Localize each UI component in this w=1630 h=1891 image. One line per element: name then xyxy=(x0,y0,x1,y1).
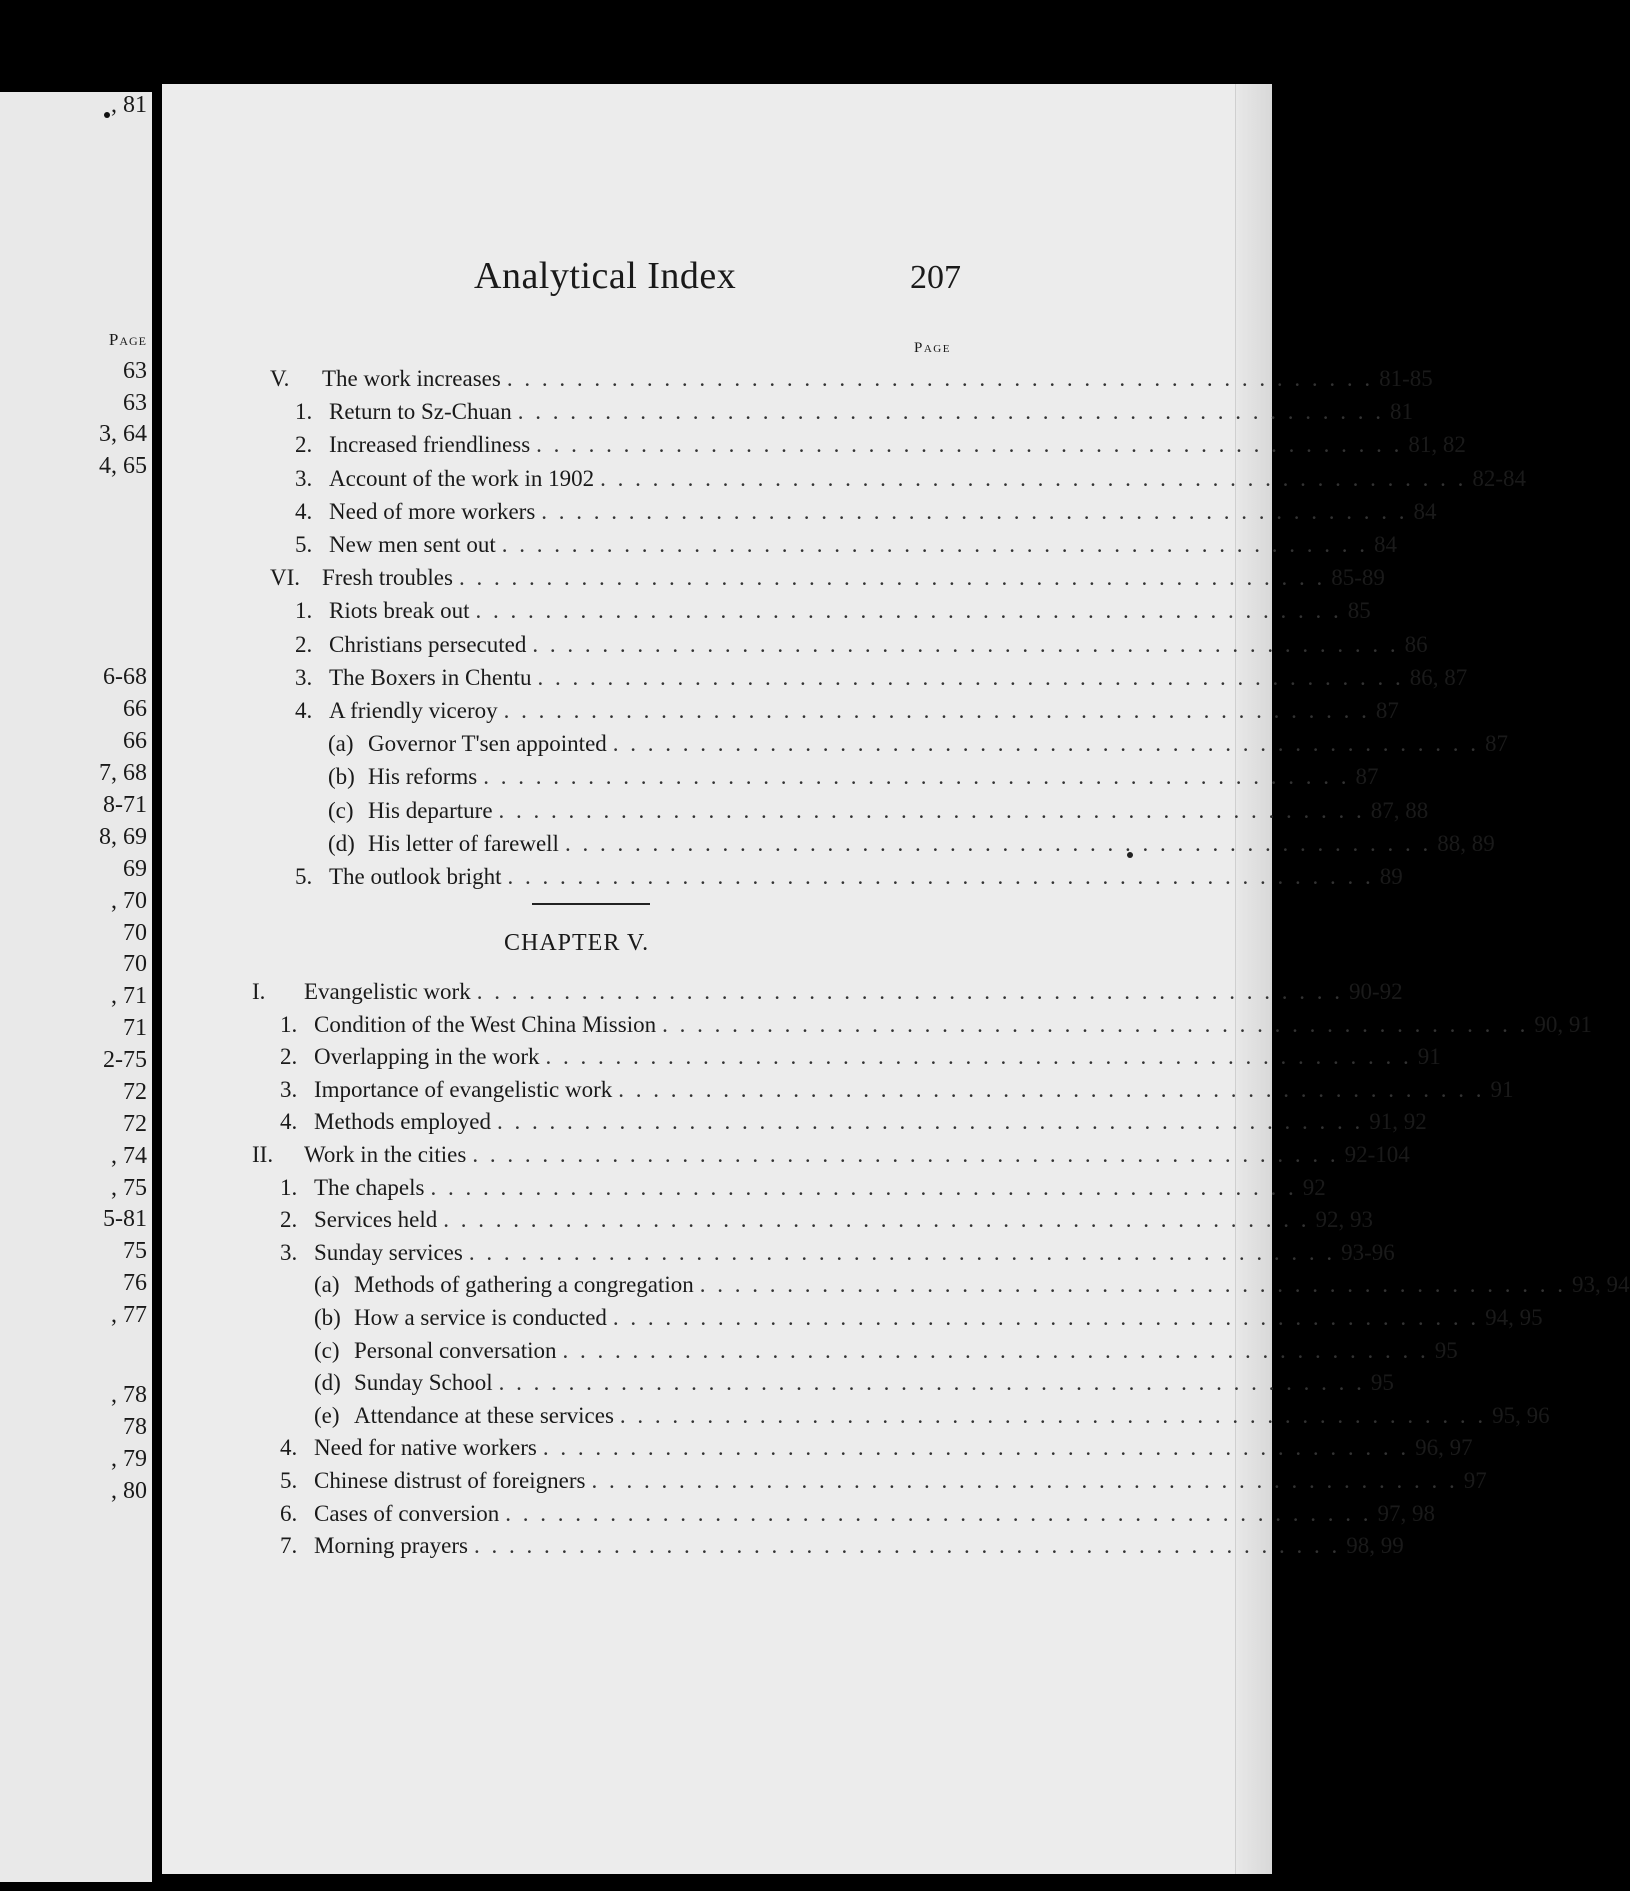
entry-text: Increased friendliness xyxy=(329,432,531,458)
left-page-column-label: Page xyxy=(108,330,147,349)
entry-text: Fresh troubles xyxy=(322,565,453,591)
index-entry xyxy=(295,432,1466,462)
left-page-number: , 80 xyxy=(111,1478,147,1504)
index-entry xyxy=(295,864,1403,894)
dot-leader: . . . . . . . . . . . . . . . . . . . . . . . . . . . . . . . . . . . . . . . . . . . . . . . . . . xyxy=(542,1435,1410,1461)
dot-leader: . . . . . . . . . . . . . . . . . . . . . . . . . . . . . . . . . . . . . . . . . . . . . . . . . . xyxy=(619,1402,1487,1428)
dot-leader: . . . . . . . . . . . . . . . . . . . . . . . . . . . . . . . . . . . . . . . . . . . . . . . . . . xyxy=(498,1370,1365,1396)
entry-page-reference: 97, 98 xyxy=(1377,1500,1435,1526)
entry-number: 2. xyxy=(280,1044,298,1070)
entry-text: Governor T'sen appointed xyxy=(368,731,607,757)
entry-number: 2. xyxy=(295,631,313,657)
entry-text: The chapels xyxy=(314,1174,425,1200)
index-entry xyxy=(314,1370,1394,1400)
index-entry xyxy=(295,664,1468,695)
entry-number: 3. xyxy=(280,1076,298,1102)
entry-page-reference: 87 xyxy=(1375,698,1399,723)
entry-page-reference: 85-89 xyxy=(1331,565,1385,591)
dot-leader: . . . . . . . . . . . . . . . . . . . . . . . . . . . . . . . . . . . . . . . . . . . . . . . . . . xyxy=(505,1500,1372,1526)
dot-leader: . . . . . . . . . . . . . . . . . . . . . . . . . . . . . . . . . . . . . . . . . . . . . . . . . . xyxy=(600,465,1467,491)
index-entry xyxy=(280,1468,1487,1498)
entry-text: Chinese distrust of foreigners xyxy=(314,1468,586,1493)
entry-number: (a) xyxy=(314,1272,340,1298)
left-page-number: 3, 64 xyxy=(99,421,147,447)
entry-number: (a) xyxy=(328,731,354,757)
entry-page-reference: 81-85 xyxy=(1379,366,1433,391)
index-entry xyxy=(280,1044,1441,1074)
dot-leader: . . . . . . . . . . . . . . . . . . . . . . . . . . . . . . . . . . . . . . . . . . . . . . . . . . xyxy=(591,1468,1458,1493)
left-page-number: 5-81 xyxy=(103,1206,147,1232)
dot-leader: . . . . . . . . . . . . . . . . . . . . . . . . . . . . . . . . . . . . . . . . . . . . . . . . . . xyxy=(473,1533,1341,1559)
left-page-number: 4, 65 xyxy=(99,453,147,479)
dot-leader: . . . . . . . . . . . . . . . . . . . . . . . . . . . . . . . . . . . . . . . . . . . . . . . . . . xyxy=(443,1207,1310,1233)
index-entry xyxy=(295,698,1399,728)
page-number: 207 xyxy=(910,259,961,296)
dot-leader: . . . . . . . . . . . . . . . . . . . . . . . . . . . . . . . . . . . . . . . . . . . . . . . . . . xyxy=(498,797,1365,823)
entry-number: 5. xyxy=(295,532,313,557)
entry-page-reference: 86, 87 xyxy=(1409,664,1468,690)
dot-leader: . . . . . . . . . . . . . . . . . . . . . . . . . . . . . . . . . . . . . . . . . . . . . . . . . . xyxy=(496,1109,1364,1135)
dot-leader: . . . . . . . . . . . . . . . . . . . . . . . . . . . . . . . . . . . . . . . . . . . . . . . . . . xyxy=(545,1044,1412,1070)
index-entry xyxy=(295,399,1413,429)
entry-page-reference: 92 xyxy=(1302,1174,1326,1200)
entry-page-reference: 91, 92 xyxy=(1369,1109,1427,1135)
left-page-number: , 77 xyxy=(111,1302,147,1328)
entry-number: 2. xyxy=(295,432,313,458)
entry-page-reference: 82-84 xyxy=(1472,465,1527,491)
entry-page-reference: 90-92 xyxy=(1348,979,1403,1004)
entry-page-reference: 92, 93 xyxy=(1315,1207,1374,1233)
entry-number: 6. xyxy=(280,1500,298,1526)
left-page-number: 2-75 xyxy=(103,1047,147,1073)
dot-leader: . . . . . . . . . . . . . . . . . . . . . . . . . . . . . . . . . . . . . . . . . . . . . . . . . . xyxy=(501,532,1368,557)
entry-page-reference: 98, 99 xyxy=(1346,1533,1404,1559)
dot-leader: . . . . . . . . . . . . . . . . . . . . . . . . . . . . . . . . . . . . . . . . . . . . . . . . . . xyxy=(507,864,1374,889)
entry-text: Need for native workers xyxy=(314,1435,537,1461)
index-entry xyxy=(295,631,1428,662)
entry-text: Morning prayers xyxy=(314,1533,468,1559)
dot-leader: . . . . . . . . . . . . . . . . . . . . . . . . . . . . . . . . . . . . . . . . . . . . . . . . . . xyxy=(468,1239,1336,1265)
entry-page-reference: 95 xyxy=(1434,1337,1458,1363)
left-page-number: 72 xyxy=(123,1079,147,1105)
index-entry xyxy=(280,1109,1427,1139)
dot-leader: . . . . . . . . . . . . . . . . . . . . . . . . . . . . . . . . . . . . . . . . . . . . . . . . . . xyxy=(618,1076,1485,1102)
left-page-number: , 70 xyxy=(111,888,147,914)
dot-leader: . . . . . . . . . . . . . . . . . . . . . . . . . . . . . . . . . . . . . . . . . . . . . . . . . . xyxy=(475,598,1342,624)
book-gutter xyxy=(152,0,162,1891)
entry-page-reference: 94, 95 xyxy=(1485,1305,1543,1330)
entry-page-reference: 81 xyxy=(1389,399,1413,425)
dot-leader: . . . . . . . . . . . . . . . . . . . . . . . . . . . . . . . . . . . . . . . . . . . . . . . . . . xyxy=(699,1272,1567,1298)
chapter-heading: CHAPTER V. xyxy=(504,930,650,956)
entry-page-reference: 88, 89 xyxy=(1437,830,1495,856)
entry-text: The outlook bright xyxy=(329,864,502,889)
entry-page-reference: 87, 88 xyxy=(1370,797,1429,823)
entry-number: 4. xyxy=(295,498,313,524)
entry-number: (b) xyxy=(328,764,355,790)
entry-number: 4. xyxy=(280,1435,298,1461)
dot-leader: . . . . . . . . . . . . . . . . . . . . . . . . . . . . . . . . . . . . . . . . . . . . . . . . . . xyxy=(476,979,1343,1004)
entry-number: 5. xyxy=(280,1468,298,1493)
entry-text: Riots break out xyxy=(329,598,470,624)
dot-leader: . . . . . . . . . . . . . . . . . . . . . . . . . . . . . . . . . . . . . . . . . . . . . . . . . . xyxy=(612,1305,1480,1330)
dot-leader: . . . . . . . . . . . . . . . . . . . . . . . . . . . . . . . . . . . . . . . . . . . . . . . . . . xyxy=(458,565,1326,591)
index-entry xyxy=(328,764,1379,794)
entry-text: Cases of conversion xyxy=(314,1500,500,1526)
left-page-number: 78 xyxy=(123,1414,147,1440)
entry-page-reference: 85 xyxy=(1347,598,1371,624)
entry-text: The work increases xyxy=(322,366,501,391)
index-entry xyxy=(252,979,1403,1009)
index-entry xyxy=(328,797,1429,828)
previous-page-fragment xyxy=(0,92,152,1882)
index-entry xyxy=(314,1305,1543,1335)
entry-number: (d) xyxy=(314,1370,341,1396)
entry-text: Overlapping in the work xyxy=(314,1044,540,1070)
left-page-number: , 74 xyxy=(111,1143,147,1169)
left-page-number: 76 xyxy=(123,1270,147,1296)
entry-number: 5. xyxy=(295,864,313,889)
entry-page-reference: 93, 94 xyxy=(1572,1272,1630,1298)
entry-number: 1. xyxy=(280,1011,298,1037)
left-page-number: , 71 xyxy=(111,983,147,1009)
dot-leader: . . . . . . . . . . . . . . . . . . . . . . . . . . . . . . . . . . . . . . . . . . . . . . . . . . xyxy=(472,1142,1339,1167)
entry-number: (b) xyxy=(314,1305,341,1330)
index-entry xyxy=(280,1239,1395,1270)
index-entry xyxy=(280,1500,1435,1531)
entry-number: (c) xyxy=(314,1337,340,1363)
entry-text: His departure xyxy=(368,797,493,823)
dot-leader: . . . . . . . . . . . . . . . . . . . . . . . . . . . . . . . . . . . . . . . . . . . . . . . . . . xyxy=(506,366,1374,391)
dot-leader: . . . . . . . . . . . . . . . . . . . . . . . . . . . . . . . . . . . . . . . . . . . . . . . . . . xyxy=(541,498,1408,524)
left-page-number: 66 xyxy=(123,696,147,722)
index-entry xyxy=(328,830,1495,861)
entry-page-reference: 87 xyxy=(1485,731,1509,757)
index-entry xyxy=(252,1142,1410,1172)
left-page-number: 69 xyxy=(123,856,147,882)
left-page-number: 75 xyxy=(123,1238,147,1264)
entry-text: Personal conversation xyxy=(354,1337,557,1363)
entry-text: New men sent out xyxy=(329,532,496,557)
entry-number: V. xyxy=(270,366,290,391)
entry-text: Importance of evangelistic work xyxy=(314,1076,613,1102)
entry-text: Methods of gathering a congregation xyxy=(354,1272,694,1298)
left-page-number: 66 xyxy=(123,728,147,754)
left-page-number: , 78 xyxy=(111,1382,147,1408)
index-entry xyxy=(280,1011,1592,1042)
index-entry xyxy=(280,1076,1514,1107)
entry-text: Condition of the West China Mission xyxy=(314,1011,657,1037)
entry-number: VI. xyxy=(270,565,301,591)
index-page xyxy=(162,84,1630,1874)
index-entry xyxy=(314,1337,1458,1368)
index-entry xyxy=(295,465,1527,496)
entry-number: 4. xyxy=(280,1109,298,1135)
entry-number: 1. xyxy=(295,598,313,624)
index-entry xyxy=(328,731,1509,761)
index-entry xyxy=(280,1533,1404,1563)
entry-page-reference: 91 xyxy=(1417,1044,1441,1070)
ink-dot xyxy=(104,112,110,118)
left-page-number: 72 xyxy=(123,1111,147,1137)
entry-page-reference: 84 xyxy=(1413,498,1437,524)
entry-text: Account of the work in 1902 xyxy=(329,465,595,491)
left-page-number: , 81 xyxy=(111,92,147,118)
entry-text: His reforms xyxy=(368,764,478,790)
entry-text: A friendly viceroy xyxy=(329,698,498,723)
entry-text: Christians persecuted xyxy=(329,631,527,657)
entry-number: (e) xyxy=(314,1402,340,1428)
entry-page-reference: 81, 82 xyxy=(1408,432,1466,458)
dot-leader: . . . . . . . . . . . . . . . . . . . . . . . . . . . . . . . . . . . . . . . . . . . . . . . . . . xyxy=(662,1011,1529,1037)
section-divider xyxy=(532,903,650,905)
entry-text: Sunday services xyxy=(314,1239,463,1265)
entry-page-reference: 96, 97 xyxy=(1415,1435,1473,1461)
entry-number: 3. xyxy=(295,664,313,690)
entry-text: How a service is conducted xyxy=(354,1305,607,1330)
dot-leader: . . . . . . . . . . . . . . . . . . . . . . . . . . . . . . . . . . . . . . . . . . . . . . . . . . xyxy=(537,664,1404,690)
entry-page-reference: 84 xyxy=(1373,532,1397,557)
left-page-number: 63 xyxy=(123,390,147,416)
index-entry xyxy=(270,565,1385,595)
dot-leader: . . . . . . . . . . . . . . . . . . . . . . . . . . . . . . . . . . . . . . . . . . . . . . . . . . xyxy=(562,1337,1429,1363)
index-entry xyxy=(295,598,1371,628)
entry-text: Need of more workers xyxy=(329,498,536,524)
entry-number: 3. xyxy=(295,465,313,491)
entry-page-reference: 89 xyxy=(1379,864,1403,889)
entry-page-reference: 97 xyxy=(1463,1468,1487,1493)
entry-text: His letter of farewell xyxy=(368,830,559,856)
index-entry xyxy=(270,366,1433,396)
index-entry xyxy=(280,1174,1326,1205)
left-page-number: 70 xyxy=(123,920,147,946)
dot-leader: . . . . . . . . . . . . . . . . . . . . . . . . . . . . . . . . . . . . . . . . . . . . . . . . . . xyxy=(430,1174,1297,1200)
entry-page-reference: 93-96 xyxy=(1341,1239,1395,1265)
index-entry xyxy=(295,498,1437,529)
left-page-number: 63 xyxy=(123,358,147,384)
index-entry xyxy=(280,1435,1473,1465)
entry-text: The Boxers in Chentu xyxy=(329,664,532,690)
left-page-number: 70 xyxy=(123,951,147,977)
dot-leader: . . . . . . . . . . . . . . . . . . . . . . . . . . . . . . . . . . . . . . . . . . . . . . . . . . xyxy=(483,764,1350,790)
left-page-number: 6-68 xyxy=(103,664,147,690)
entry-number: 3. xyxy=(280,1239,298,1265)
left-page-number: , 79 xyxy=(111,1446,147,1472)
entry-text: Attendance at these services xyxy=(354,1402,614,1428)
entry-number: 1. xyxy=(295,399,313,425)
entry-number: 7. xyxy=(280,1533,298,1559)
entry-number: II. xyxy=(252,1142,274,1167)
entry-page-reference: 87 xyxy=(1355,764,1379,790)
dot-leader: . . . . . . . . . . . . . . . . . . . . . . . . . . . . . . . . . . . . . . . . . . . . . . . . . . xyxy=(612,731,1480,757)
entry-text: Methods employed xyxy=(314,1109,491,1135)
entry-page-reference: 95, 96 xyxy=(1492,1402,1550,1428)
entry-page-reference: 92-104 xyxy=(1344,1142,1410,1167)
dot-leader: . . . . . . . . . . . . . . . . . . . . . . . . . . . . . . . . . . . . . . . . . . . . . . . . . . xyxy=(503,698,1370,723)
index-entry xyxy=(295,532,1397,562)
entry-number: 4. xyxy=(295,698,313,723)
entry-text: Services held xyxy=(314,1207,438,1233)
entry-number: I. xyxy=(252,979,266,1004)
entry-number: (c) xyxy=(328,797,354,823)
dot-leader: . . . . . . . . . . . . . . . . . . . . . . . . . . . . . . . . . . . . . . . . . . . . . . . . . . xyxy=(517,399,1384,425)
entry-number: 1. xyxy=(280,1174,298,1200)
entry-page-reference: 86 xyxy=(1404,631,1428,657)
left-page-number: , 75 xyxy=(111,1175,147,1201)
index-entry xyxy=(280,1207,1374,1237)
entry-page-reference: 91 xyxy=(1490,1076,1514,1102)
left-page-number: 71 xyxy=(123,1015,147,1041)
entry-page-reference: 95 xyxy=(1370,1370,1394,1396)
entry-text: Work in the cities xyxy=(304,1142,467,1167)
entry-text: Return to Sz-Chuan xyxy=(329,399,512,425)
dot-leader: . . . . . . . . . . . . . . . . . . . . . . . . . . . . . . . . . . . . . . . . . . . . . . . . . . xyxy=(536,432,1403,458)
dot-leader: . . . . . . . . . . . . . . . . . . . . . . . . . . . . . . . . . . . . . . . . . . . . . . . . . . xyxy=(532,631,1399,657)
left-page-number: 8, 69 xyxy=(99,824,147,850)
entry-number: (d) xyxy=(328,830,355,856)
entry-page-reference: 90, 91 xyxy=(1534,1011,1592,1037)
left-page-number: 7, 68 xyxy=(99,760,147,786)
running-title: Analytical Index xyxy=(474,255,737,297)
entry-text: Evangelistic work xyxy=(304,979,471,1004)
entry-text: Sunday School xyxy=(354,1370,493,1396)
entry-number: 2. xyxy=(280,1207,298,1233)
index-entry xyxy=(314,1402,1550,1433)
index-entry xyxy=(314,1272,1630,1302)
left-page-number: 8-71 xyxy=(103,792,147,818)
dot-leader: . . . . . . . . . . . . . . . . . . . . . . . . . . . . . . . . . . . . . . . . . . . . . . . . . . xyxy=(564,830,1432,856)
page-column-label: Page xyxy=(914,340,951,356)
